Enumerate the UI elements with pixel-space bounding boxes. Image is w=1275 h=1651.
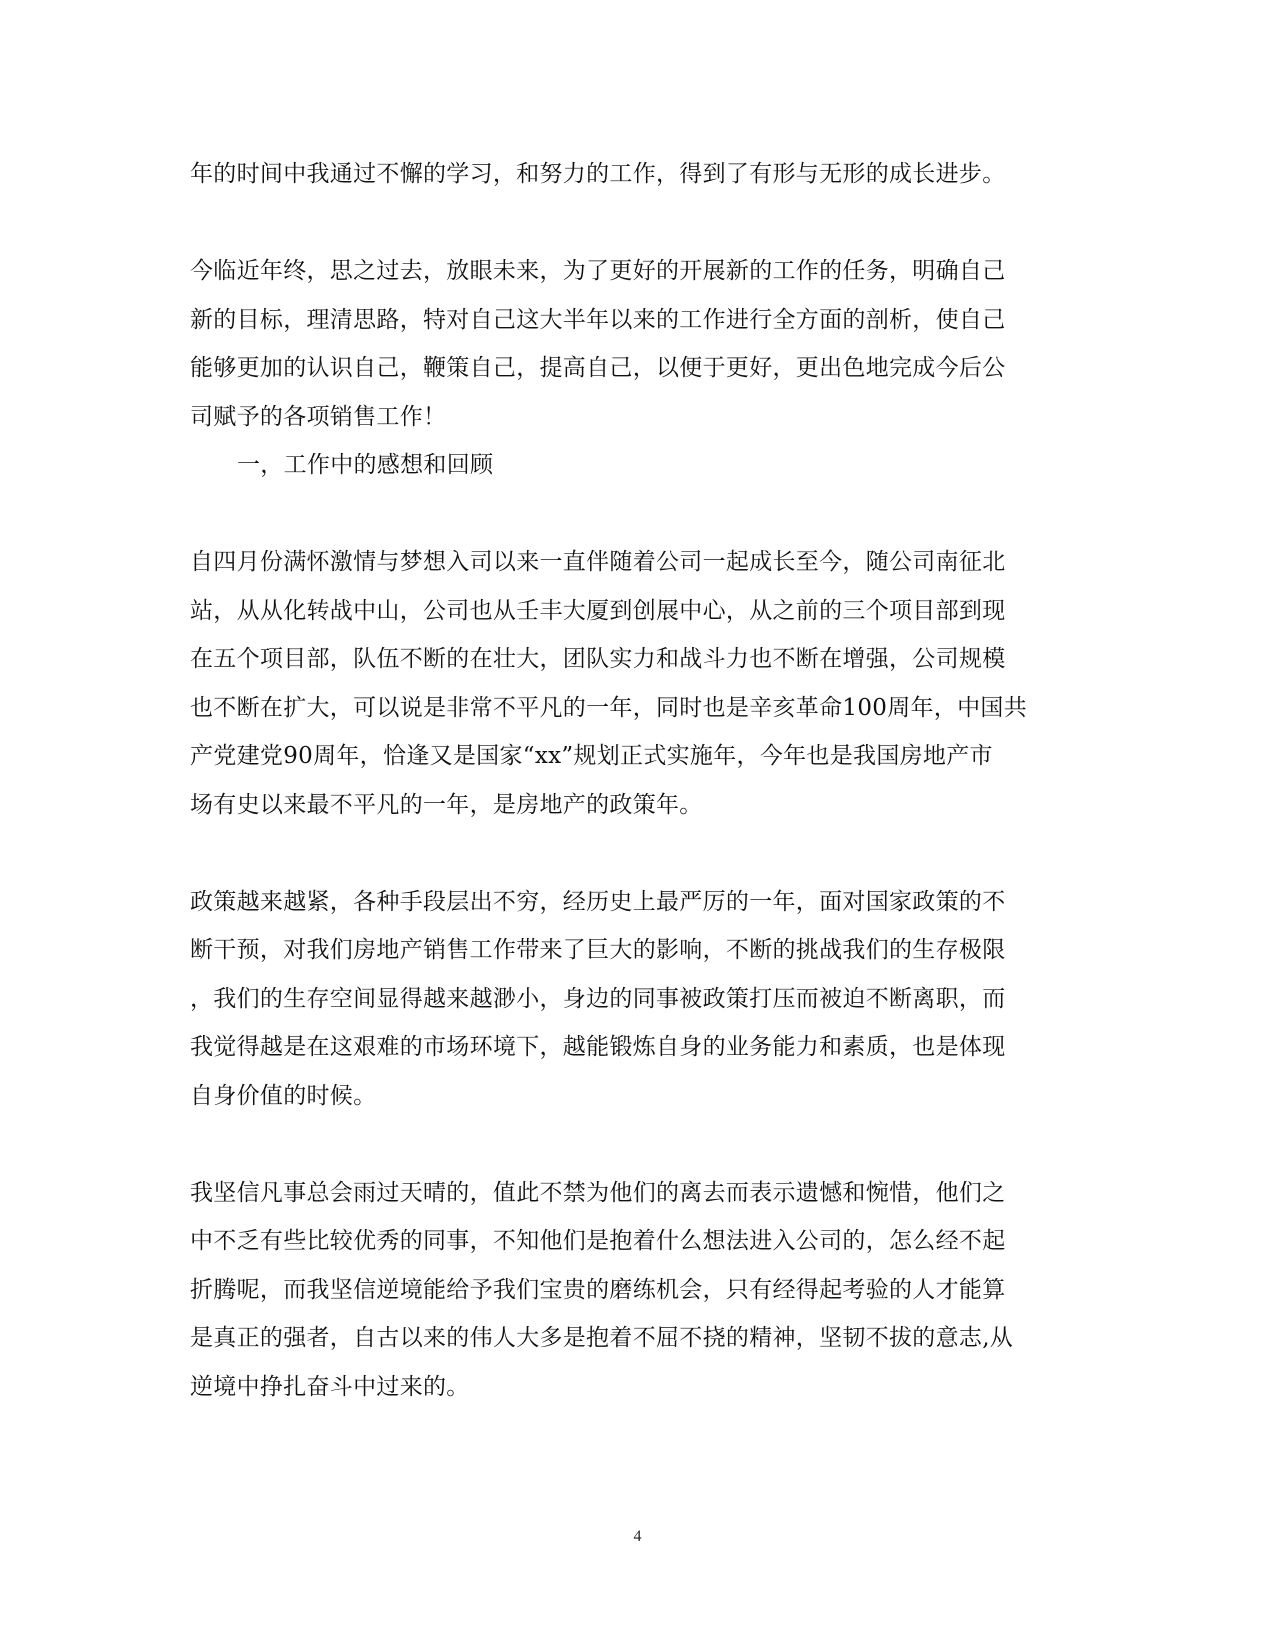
paragraph-line: 新的目标，理清思路，特对自己这大半年以来的工作进行全方面的剖析，使自己 — [190, 306, 1006, 333]
paragraph-line: 年的时间中我通过不懈的学习，和努力的工作，得到了有形与无形的成长进步。 — [190, 161, 1006, 187]
paragraph-line: ，我们的生存空间显得越来越渺小，身边的同事被政策打压而被迫不断离职，而 — [190, 985, 1006, 1012]
paragraph-line: 今临近年终，思之过去，放眼未来，为了更好的开展新的工作的任务，明确自己 — [190, 258, 1006, 284]
paragraph-line: 场有史以来最不平凡的一年，是房地产的政策年。 — [190, 791, 703, 818]
paragraph-line: 司赋予的各项销售工作！ — [190, 403, 447, 430]
page-number: 4 — [633, 1528, 642, 1545]
paragraph-line: 逆境中挣扎奋斗中过来的。 — [190, 1373, 470, 1400]
paragraph-line: 是真正的强者，自古以来的伟人大多是抱着不屈不挠的精神，坚韧不拔的意志,从 — [190, 1325, 1014, 1351]
document-body — [190, 150, 1085, 1411]
paragraph-line: 我坚信凡事总会雨过天晴的，值此不禁为他们的离去而表示遗憾和惋惜，他们之 — [190, 1179, 1006, 1206]
paragraph-line: 断干预，对我们房地产销售工作带来了巨大的影响，不断的挑战我们的生存极限 — [190, 937, 1006, 963]
paragraph-line: 中不乏有些比较优秀的同事，不知他们是抱着什么想法进入公司的，怎么经不起 — [190, 1228, 1006, 1254]
paragraph-line: 自四月份满怀激情与梦想入司以来一直伴随着公司一起成长至今，随公司南征北 — [190, 549, 1006, 575]
paragraph-line: 政策越来越紧，各种手段层出不穷，经历史上最严厉的一年，面对国家政策的不 — [190, 888, 1006, 915]
paragraph-line: 也不断在扩大，可以说是非常不平凡的一年，同时也是辛亥革命100周年，中国共 — [190, 694, 1027, 721]
paragraph-line: 产党建党90周年，恰逢又是国家“xx”规划正式实施年，今年也是我国房地产市 — [190, 743, 993, 769]
section-heading: 一，工作中的感想和回顾 — [237, 452, 494, 478]
paragraph-line: 我觉得越是在这艰难的市场环境下，越能锻炼自身的业务能力和素质，也是体现 — [190, 1034, 1006, 1060]
paragraph-gap — [190, 1120, 1085, 1169]
paragraph-gap — [190, 829, 1085, 878]
paragraph-gap — [190, 490, 1085, 539]
paragraph-line: 在五个项目部，队伍不断的在壮大，团队实力和战斗力也不断在增强，公司规模 — [190, 646, 1006, 672]
paragraph-line: 折腾呢，而我坚信逆境能给予我们宝贵的磨练机会，只有经得起考验的人才能算 — [190, 1276, 1006, 1303]
paragraph-line: 能够更加的认识自己，鞭策自己，提高自己，以便于更好，更出色地完成今后公 — [190, 355, 1006, 381]
paragraph-gap — [190, 199, 1085, 248]
paragraph-line: 站，从从化转战中山，公司也从壬丰大厦到创展中心，从之前的三个项目部到现 — [190, 597, 1006, 624]
paragraph-line: 自身价值的时候。 — [190, 1082, 377, 1109]
